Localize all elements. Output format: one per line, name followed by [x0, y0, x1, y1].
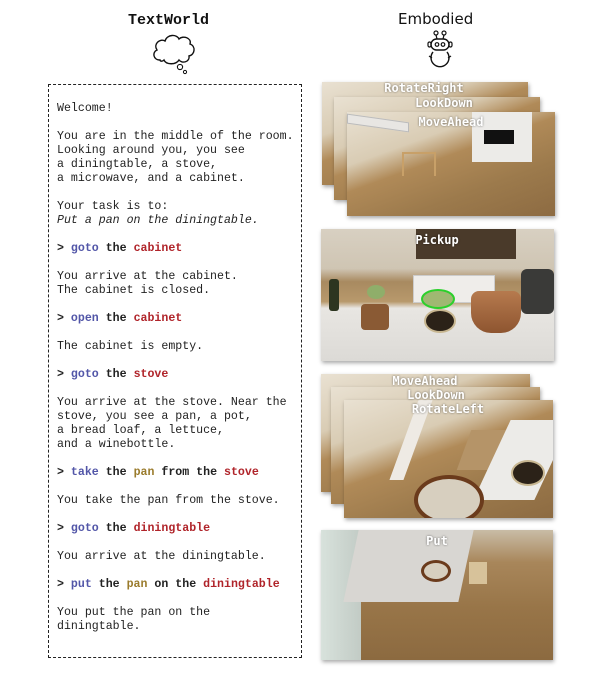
observation-line: You arrive at the stove. Near the [57, 396, 287, 409]
observation-line: a microwave, and a cabinet. [57, 172, 245, 185]
observation-line: a diningtable, a stove, [57, 158, 218, 171]
frame-step3-front [344, 400, 553, 518]
command-receptacle: stove [224, 466, 259, 479]
blank-line [57, 536, 294, 550]
action-label: LookDown [415, 96, 473, 110]
observation-line: The cabinet is empty. [57, 340, 204, 353]
command-text: > [57, 242, 71, 255]
command-text: > [57, 466, 71, 479]
action-label: RotateRight [384, 81, 464, 95]
observation-line: diningtable. [57, 620, 141, 633]
thought-bubble-icon [150, 30, 200, 76]
blank-line [57, 452, 294, 466]
blank-line [57, 564, 294, 578]
command-verb: goto [70, 522, 99, 535]
command-verb: put [70, 578, 92, 591]
blank-line [57, 186, 294, 200]
blank-line [57, 298, 294, 312]
blank-line [57, 480, 294, 494]
action-label: MoveAhead [392, 374, 458, 388]
observation-line: You arrive at the diningtable. [57, 550, 266, 563]
embodied-header: Embodied [398, 10, 474, 28]
command-text: > [57, 368, 71, 381]
command-verb: open [70, 312, 99, 325]
command-receptacle: stove [133, 368, 169, 381]
action-label: MoveAhead [418, 115, 484, 129]
command-line [57, 312, 294, 326]
command-object: pan [126, 578, 148, 591]
command-receptacle: diningtable [203, 578, 280, 591]
observation-line: You arrive at the cabinet. [57, 270, 238, 283]
observation-line: The cabinet is closed. [57, 284, 211, 297]
blank-line [57, 228, 294, 242]
observation-line: Your task is to: [57, 200, 169, 213]
command-text: > [57, 312, 71, 325]
command-text: on the [147, 578, 204, 591]
blank-line [57, 592, 294, 606]
action-label: Pickup [415, 233, 459, 247]
frame-step2 [321, 229, 554, 361]
action-label: LookDown [407, 388, 465, 402]
observation-line: You take the pan from the stove. [57, 494, 280, 507]
observation-line: a bread loaf, a lettuce, [57, 424, 224, 437]
action-label: Put [426, 534, 448, 548]
command-text: > [57, 578, 71, 591]
blank-line [57, 326, 294, 340]
observation-line: You are in the middle of the room. [57, 130, 294, 143]
command-line [57, 242, 294, 256]
command-text: the [98, 522, 134, 535]
task-goal-line: Put a pan on the diningtable. [57, 214, 259, 227]
command-receptacle: cabinet [133, 312, 183, 325]
observation-line: stove, you see a pan, a pot, [57, 410, 252, 423]
frame-step4 [321, 530, 553, 660]
action-label: RotateLeft [411, 402, 485, 416]
command-verb: take [70, 466, 99, 479]
blank-line [57, 508, 294, 522]
textworld-transcript [57, 102, 294, 634]
command-verb: goto [70, 242, 99, 255]
observation-line: and a winebottle. [57, 438, 176, 451]
observation-line: Looking around you, you see [57, 144, 245, 157]
command-text: > [57, 522, 71, 535]
textworld-header: TextWorld [128, 12, 210, 29]
blank-line [57, 382, 294, 396]
command-receptacle: cabinet [133, 242, 183, 255]
command-line [57, 368, 294, 382]
blank-line [57, 354, 294, 368]
command-text: the [98, 368, 134, 381]
command-line [57, 522, 294, 536]
robot-icon [425, 30, 455, 68]
command-text: the [98, 242, 134, 255]
blank-line [57, 256, 294, 270]
observation-line: You put the pan on the [57, 606, 211, 619]
command-line [57, 466, 294, 480]
command-line [57, 578, 294, 592]
blank-line [57, 116, 294, 130]
command-receptacle: diningtable [133, 522, 211, 535]
command-text: the [91, 578, 127, 591]
command-text: the [98, 312, 134, 325]
command-verb: goto [70, 368, 99, 381]
command-text: from the [154, 466, 225, 479]
command-text: the [98, 466, 134, 479]
command-object: pan [133, 466, 155, 479]
observation-line: Welcome! [57, 102, 113, 115]
